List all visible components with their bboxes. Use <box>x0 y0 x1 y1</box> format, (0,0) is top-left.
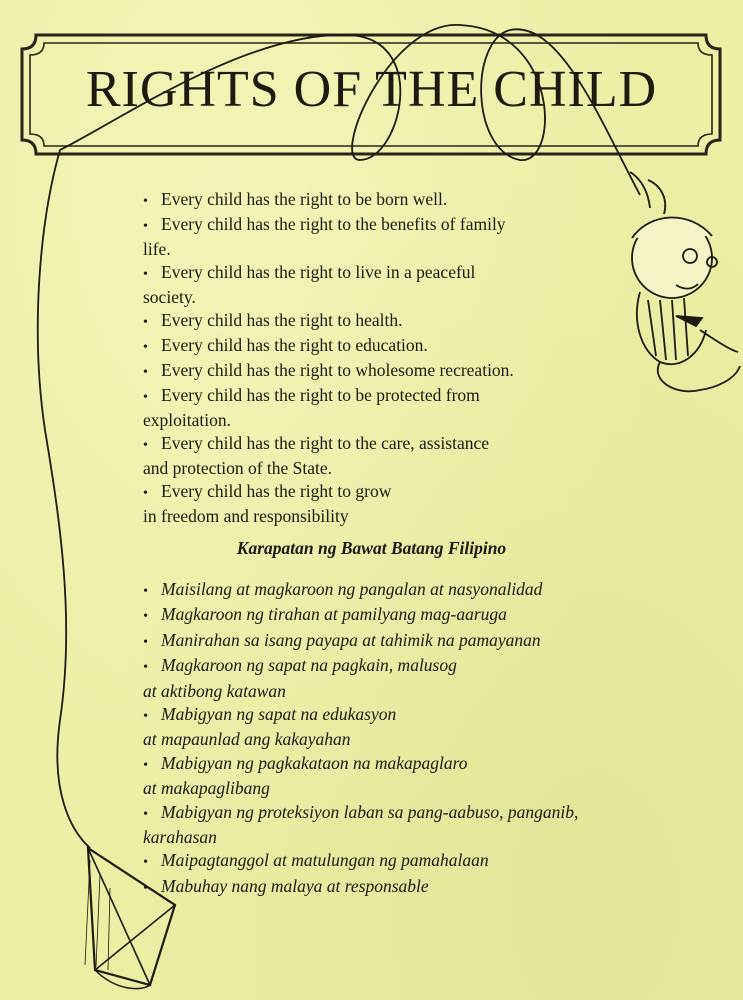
bullet-icon: • <box>143 267 148 282</box>
bullet-icon: • <box>143 390 148 405</box>
right-text: Every child has the right to education. <box>161 335 428 355</box>
right-text: Every child has the right to be protected from <box>161 385 480 405</box>
right-text-cont: karahasan <box>143 827 217 848</box>
bullet-icon: • <box>143 315 148 330</box>
bullet-icon: • <box>143 219 148 234</box>
page-title: RIGHTS OF THE CHILD <box>85 61 658 118</box>
list-item <box>143 849 663 874</box>
list-item <box>143 359 603 384</box>
list-item <box>143 801 663 850</box>
list-item <box>143 875 663 900</box>
right-text-cont: society. <box>143 287 196 307</box>
right-text-cont: exploitation. <box>143 410 231 430</box>
bullet-icon: • <box>143 584 148 599</box>
list-item <box>143 578 663 603</box>
bullet-icon: • <box>143 855 148 871</box>
right-text: Every child has the right to the benefits of family <box>161 214 506 234</box>
right-text-cont: at mapaunlad ang kakayahan <box>143 729 351 750</box>
right-text: Every child has the right to live in a peaceful <box>161 262 476 282</box>
bullet-icon: • <box>143 365 148 380</box>
bullet-icon: • <box>143 194 148 209</box>
right-text: Mabigyan ng proteksiyon laban sa pang-aabuso, panganib, <box>161 801 579 822</box>
right-text-cont: at aktibong katawan <box>143 680 286 701</box>
right-text: Mabigyan ng sapat na edukasyon <box>161 704 397 725</box>
rights-list <box>143 188 603 528</box>
list-item <box>143 480 603 528</box>
right-text: Mabigyan ng pagkakataon na makapaglaro <box>161 752 468 773</box>
right-text: Every child has the right to grow <box>161 481 392 501</box>
right-text-cont: at makapaglibang <box>143 778 270 799</box>
right-text-cont: in freedom and responsibility <box>143 506 349 526</box>
right-text: Magkaroon ng tirahan at pamilyang mag-aaruga <box>161 604 507 625</box>
bullet-icon: • <box>143 709 148 725</box>
bullet-icon: • <box>143 486 148 501</box>
right-text: Manirahan sa isang payapa at tahimik na pamayanan <box>161 629 541 650</box>
list-item <box>143 309 603 334</box>
list-item <box>143 654 663 703</box>
list-item <box>143 703 663 752</box>
right-text: Every child has the right to health. <box>161 310 403 330</box>
right-text: Every child has the right to be born well. <box>161 189 448 209</box>
list-item <box>143 334 603 359</box>
list-item <box>143 261 603 309</box>
bullet-icon: • <box>143 660 148 676</box>
right-text: Maipagtanggol at matulungan ng pamahalaan <box>161 850 489 871</box>
bullet-icon: • <box>143 634 148 650</box>
right-text: Every child has the right to wholesome recreation. <box>161 360 514 380</box>
right-text-cont: life. <box>143 239 171 259</box>
bullet-icon: • <box>143 880 148 896</box>
bullet-icon: • <box>143 340 148 355</box>
filipino-heading: Karapatan ng Bawat Batang Filipino <box>236 538 507 558</box>
bullet-icon: • <box>143 757 148 773</box>
list-item <box>143 384 603 432</box>
list-item <box>143 213 603 261</box>
right-text: Maisilang at magkaroon ng pangalan at nasyonalidad <box>161 579 543 599</box>
list-item <box>143 629 663 654</box>
list-item <box>143 432 603 480</box>
list-item <box>143 752 663 801</box>
right-text: Mabuhay nang malaya at responsable <box>161 875 429 896</box>
bullet-icon: • <box>143 438 148 453</box>
right-text-cont: and protection of the State. <box>143 458 333 478</box>
bullet-icon: • <box>143 609 148 625</box>
list-item <box>143 603 663 628</box>
right-text: Magkaroon ng sapat na pagkain, malusog <box>161 655 457 676</box>
filipino-rights-list <box>143 578 663 900</box>
right-text: Every child has the right to the care, assistance <box>161 433 490 453</box>
list-item <box>143 188 603 213</box>
bullet-icon: • <box>143 806 148 822</box>
